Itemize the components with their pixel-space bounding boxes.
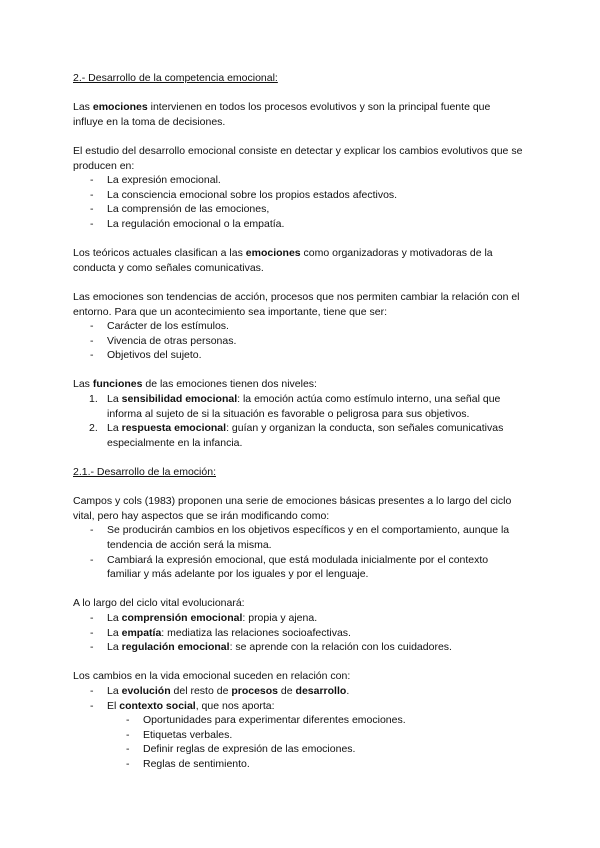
bold-term: emociones — [92, 101, 148, 114]
dash-list — [73, 611, 523, 655]
nested-dash-list — [73, 713, 523, 771]
list-item — [73, 611, 523, 626]
paragraph — [73, 100, 523, 129]
dash-list — [73, 684, 523, 713]
item-number: 1. — [89, 393, 98, 406]
paragraph: A lo largo del ciclo vital evolucionará: — [73, 597, 245, 610]
text-run: La — [107, 626, 122, 639]
bold-term: evolución — [121, 684, 171, 697]
bold-term: comprensión emocional — [121, 611, 243, 624]
list-item: - Definir reglas de expresión de las emociones. — [73, 742, 523, 757]
bold-term: procesos — [231, 684, 279, 697]
text-run: Los teóricos actuales clasifican a las — [73, 247, 246, 260]
numbered-item — [73, 421, 523, 450]
list-item: - La consciencia emocional sobre los propios estados afectivos. — [73, 188, 523, 203]
text-run: La — [107, 422, 122, 435]
paragraph — [73, 377, 523, 392]
text-run: : mediatiza las relaciones socioafectivas. — [161, 626, 351, 639]
list-item: - Carácter de los estímulos. — [73, 319, 523, 334]
numbered-list — [73, 392, 523, 450]
document-content — [73, 71, 523, 772]
text-run: . — [346, 684, 350, 697]
list-item: - Se producirán cambios en los objetivos específicos y en el comportamiento, aunque la tendencia de acción será la misma. — [73, 523, 523, 552]
text-run: : se aprende con la relación con los cuidadores. — [229, 641, 452, 654]
bold-term: regulación emocional — [121, 641, 230, 654]
bold-term: empatía — [121, 626, 162, 639]
list-item — [73, 684, 523, 699]
text-run: La — [107, 684, 122, 697]
bold-term: funciones — [92, 378, 143, 391]
text-run: : la emoción actúa como estímulo interno, una señal que informa al sujeto de si la situación es favorable o peligrosa para sus objetivos. — [107, 393, 501, 420]
dash-list — [73, 173, 523, 231]
paragraph: Los cambios en la vida emocional suceden en relación con: — [73, 670, 351, 683]
list-item: - Reglas de sentimiento. — [73, 757, 523, 772]
list-item: - Oportunidades para experimentar diferentes emociones. — [73, 713, 523, 728]
paragraph — [73, 246, 523, 275]
list-item: - Etiquetas verbales. — [73, 728, 523, 743]
item-number: 2. — [89, 422, 98, 435]
text-run: La — [107, 641, 122, 654]
text-run: de — [278, 684, 296, 697]
paragraph: Las emociones son tendencias de acción, procesos que nos permiten cambiar la relación con el entorno. Para que un acontecimiento sea importante, tiene que ser: — [73, 290, 520, 318]
numbered-item — [73, 392, 523, 421]
bold-term: respuesta emocional — [121, 422, 227, 435]
text-run: La — [107, 393, 122, 406]
list-item: - Cambiará la expresión emocional, que está modulada inicialmente por el contexto familiar y más adelante por los iguales y por el lenguaje. — [73, 553, 523, 582]
text-run: Las — [73, 378, 93, 391]
list-item — [73, 626, 523, 641]
list-item: - Objetivos del sujeto. — [73, 348, 523, 363]
text-run: El — [107, 699, 120, 712]
dash-list — [73, 319, 523, 363]
paragraph: Campos y cols (1983) proponen una serie de emociones básicas presentes a lo largo del ciclo vital, pero hay aspectos que se irán modificando como: — [73, 495, 512, 522]
bold-term: desarrollo — [295, 684, 347, 697]
text-run: , que nos aporta: — [195, 699, 275, 712]
section-heading: 2.- Desarrollo de la competencia emocional: — [73, 72, 278, 84]
bold-term: contexto social — [119, 699, 196, 712]
text-run: del resto de — [170, 684, 232, 697]
list-item: - Vivencia de otras personas. — [73, 334, 523, 349]
text-run: de las emociones tienen dos niveles: — [142, 378, 317, 391]
text-run: como organizadoras y motivadoras de la conducta y como señales comunicativas. — [73, 247, 493, 274]
list-item: - La regulación emocional o la empatía. — [73, 217, 523, 232]
bold-term: emociones — [245, 247, 301, 260]
list-item — [73, 699, 523, 714]
dash-list — [73, 523, 523, 581]
text-run: : propia y ajena. — [242, 611, 318, 624]
bold-term: sensibilidad emocional — [121, 393, 238, 406]
text-run: : guían y organizan la conducta, son señales comunicativas especialmente en la infancia. — [107, 422, 504, 449]
text-run: intervienen en todos los procesos evolutivos y son la principal fuente que influye en la toma de decisiones. — [73, 101, 491, 128]
text-run: La — [107, 611, 122, 624]
list-item — [73, 640, 523, 655]
text-run: Las — [73, 101, 93, 114]
list-item: - La expresión emocional. — [73, 173, 523, 188]
list-item: - La comprensión de las emociones, — [73, 202, 523, 217]
paragraph: El estudio del desarrollo emocional consiste en detectar y explicar los cambios evolutivos que se producen en: — [73, 144, 523, 172]
section-heading: 2.1.- Desarrollo de la emoción: — [73, 466, 216, 479]
